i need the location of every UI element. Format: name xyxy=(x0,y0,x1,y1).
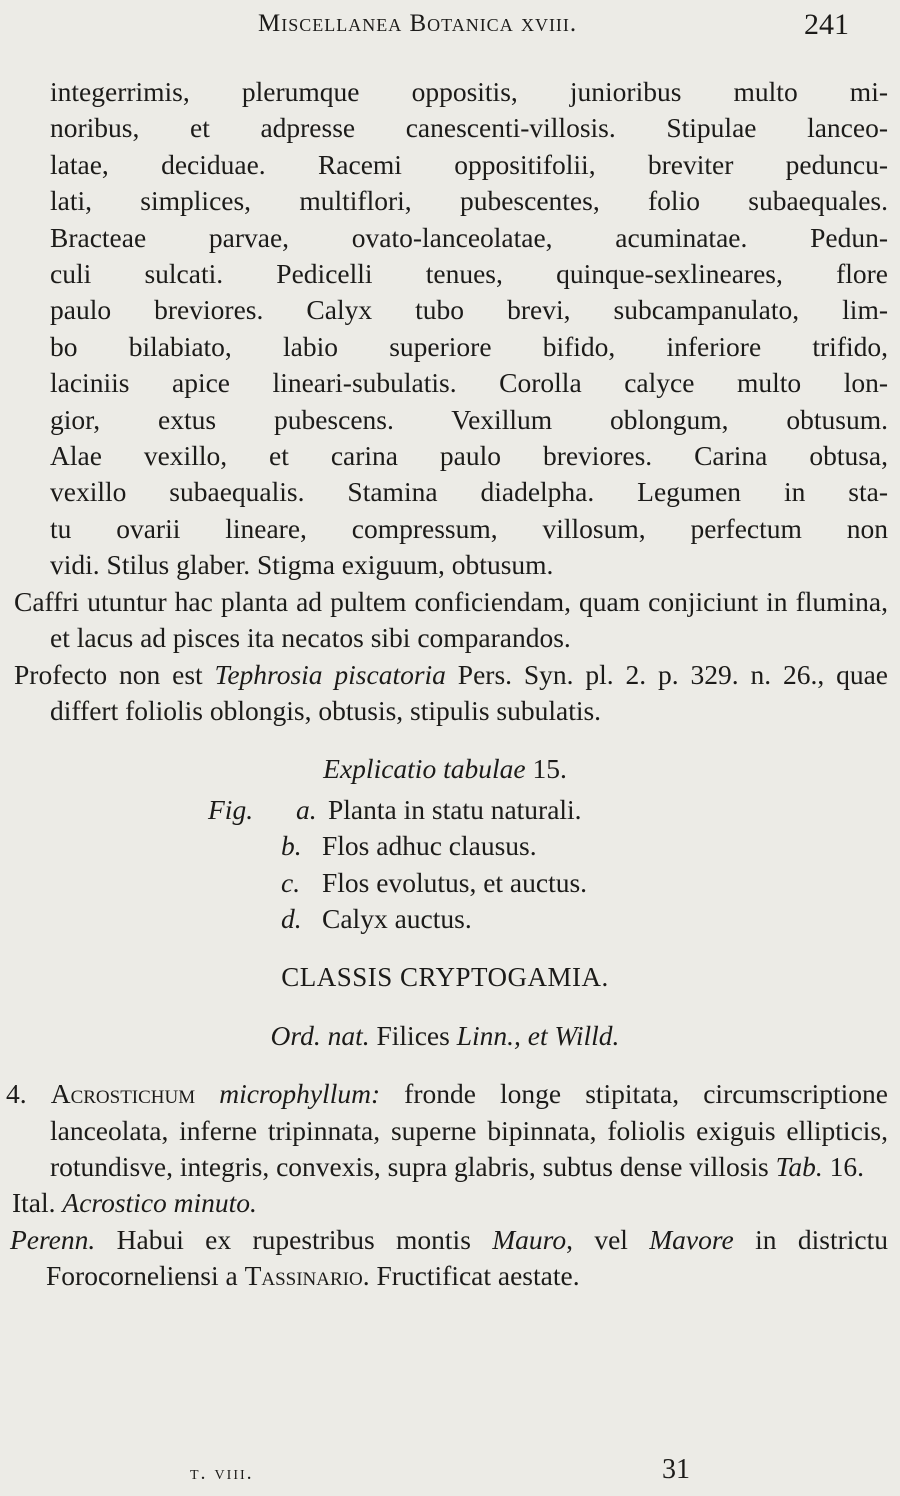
page-body xyxy=(0,74,900,1295)
page-header xyxy=(0,6,900,42)
collector-name: Tassinario xyxy=(244,1260,363,1292)
fig-text: Flos adhuc clausus. xyxy=(322,830,537,862)
description-line: laciniis apice lineari-subulatis. Corolla calyce multo lon- xyxy=(50,367,888,399)
description-line: bo bilabiato, labio superiore bifido, inferiore trifido, xyxy=(50,330,888,362)
description-line: gior, extus pubescens. Vexillum oblongum, obtusum. xyxy=(50,403,888,435)
signature-number: 31 xyxy=(662,1454,690,1485)
ital-name: Acrostico minuto. xyxy=(62,1187,257,1219)
fig-text: Planta in statu naturali. xyxy=(328,793,582,825)
description-line: Alae vexillo, et carina paulo breviores. Carina obtusa, xyxy=(50,440,888,472)
profecto-text-after: Pers. Syn. pl. 2. p. 329. n. 26., quae differt foliolis oblongis, obtusis, stipulis subulatis. xyxy=(50,658,888,726)
locality-mavore: Mavore xyxy=(649,1223,734,1255)
page-footer xyxy=(0,1454,900,1490)
perenn-text: Habui ex rupestribus montis xyxy=(95,1223,493,1255)
locality-mauro: Mauro xyxy=(492,1223,567,1255)
fig-text: Flos evolutus, et auctus. xyxy=(322,866,588,898)
species-diagnosis: fronde longe stipitata, circumscriptione lanceolata, inferne tripinnata, superne bipinnata, foliolis exiguis ellipticis, rotundisve, integris, convexis, supra glabris, subtus dense villosis xyxy=(50,1078,888,1182)
figure-list xyxy=(0,792,900,938)
classis-heading: CLASSIS CRYPTOGAMIA. xyxy=(281,962,609,993)
genus-name: Acrostichum xyxy=(50,1078,196,1110)
perenn-text: in districtu Forocorneliensi a xyxy=(46,1223,888,1292)
fig-letter: a. xyxy=(296,793,317,825)
fig-label: Fig. xyxy=(208,793,254,825)
profecto-paragraph xyxy=(0,657,900,730)
explicatio-title: Explicatio tabulae xyxy=(323,753,526,785)
species-entry xyxy=(0,1076,900,1185)
tab-label: Tab. xyxy=(775,1150,823,1182)
description-line: paulo breviores. Calyx tubo brevi, subcampanulato, lim- xyxy=(50,294,888,326)
caffri-paragraph: Caffri utuntur hac planta ad pultem conficiendam, quam conjiciunt in flumina, et lacus ad pisces ita necatos sibi comparandos. xyxy=(14,585,888,654)
figure-item xyxy=(0,828,900,864)
description-line: integerrimis, plerumque oppositis, junioribus multo mi- xyxy=(50,76,888,107)
explicatio-heading xyxy=(0,751,900,787)
fig-letter: b. xyxy=(281,830,302,862)
perenn-text: , vel xyxy=(566,1223,650,1255)
ordo-label: Ord. nat. xyxy=(270,1019,370,1051)
ordo-et: , et xyxy=(514,1019,555,1051)
description-line: latae, deciduae. Racemi oppositifolii, breviter peduncu- xyxy=(50,148,888,180)
species-name: Tephrosia piscatoria xyxy=(214,658,446,690)
species-number: 4. xyxy=(6,1078,51,1110)
perenn-label: Perenn. xyxy=(10,1223,96,1255)
description-line: noribus, et adpresse canescenti-villosis. Stipulae lanceo- xyxy=(50,112,888,144)
fig-letter: c. xyxy=(281,866,301,898)
description-line: tu ovarii lineare, compressum, villosum, perfectum non xyxy=(50,512,888,544)
perenn-paragraph xyxy=(0,1222,900,1295)
description-line: vidi. Stilus glaber. Stigma exiguum, obtusum. xyxy=(50,549,554,581)
perenn-text: . Fructificat aestate. xyxy=(362,1260,580,1292)
species-description xyxy=(0,74,900,584)
ital-label: Ital. xyxy=(12,1187,63,1219)
fig-text: Calyx auctus. xyxy=(322,902,472,934)
page-number: 241 xyxy=(804,8,849,41)
ordo-willd: Willd. xyxy=(554,1019,620,1051)
ordo-filices: Filices xyxy=(369,1019,457,1051)
profecto-text-before: Profecto non est xyxy=(14,658,215,690)
explicatio-number: 15. xyxy=(532,753,567,785)
figure-item xyxy=(0,865,900,901)
signature-mark: t. viii. xyxy=(190,1462,254,1484)
fig-letter: d. xyxy=(281,902,302,934)
figure-item xyxy=(0,792,900,828)
description-line: lati, simplices, multiflori, pubescentes, folio subaequales. xyxy=(50,185,888,217)
description-line: culi sulcati. Pedicelli tenues, quinque-sexlineares, flore xyxy=(50,258,888,290)
figure-item xyxy=(0,901,900,937)
description-line: Bracteae parvae, ovato-lanceolatae, acuminatae. Pedun- xyxy=(50,221,888,253)
tab-number: 16. xyxy=(822,1150,865,1182)
ordo-heading xyxy=(0,1018,900,1054)
running-title: Miscellanea Botanica xviii. xyxy=(258,10,578,37)
description-line: vexillo subaequalis. Stamina diadelpha. Legumen in sta- xyxy=(50,476,888,508)
ordo-linn: Linn. xyxy=(456,1019,515,1051)
ital-line xyxy=(0,1185,900,1221)
species-epithet: microphyllum: xyxy=(195,1078,381,1110)
